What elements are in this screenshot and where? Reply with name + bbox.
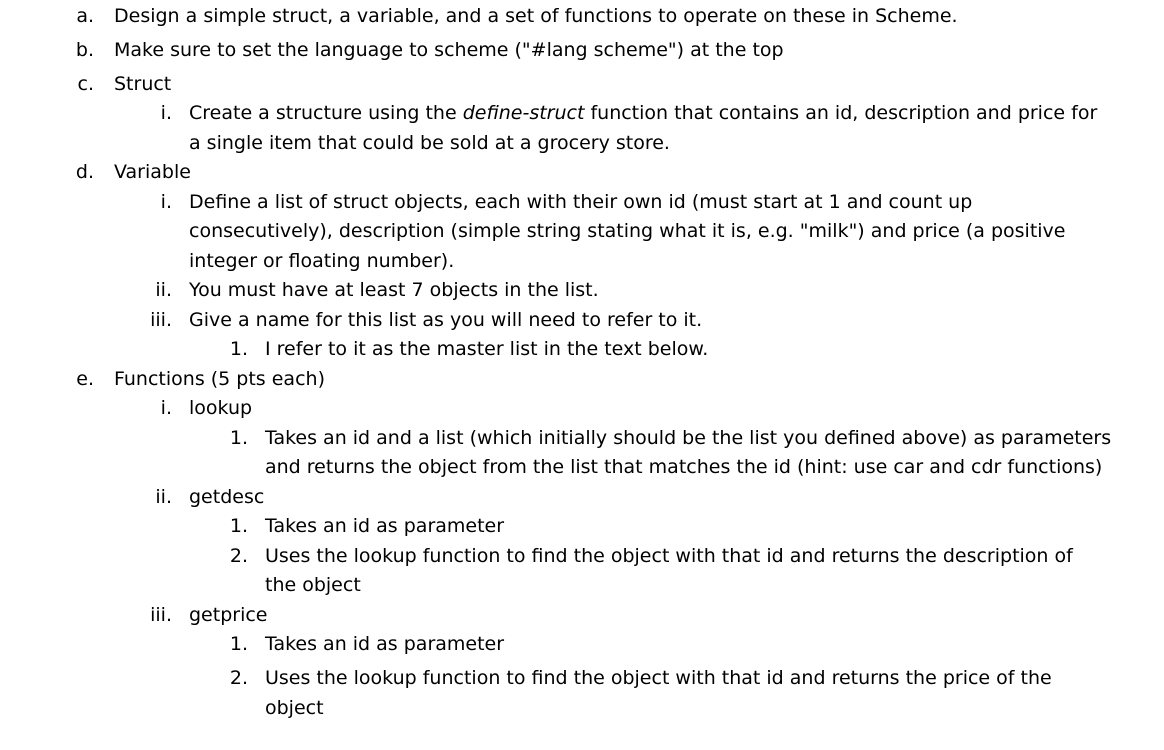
item-e-iii-1-text: Takes an id as parameter — [265, 633, 505, 655]
item-e-ii-1-text: Takes an id as parameter — [265, 515, 505, 537]
item-e-iii-2-line1: Uses the lookup function to find the object with that id and returns the price of the — [265, 667, 1052, 689]
item-e-iii-1-marker: 1. — [229, 633, 248, 655]
item-e-ii-2-line2: the object — [265, 574, 361, 596]
item-d-ii-marker: ii. — [155, 279, 172, 301]
item-e-ii-1-marker: 1. — [229, 515, 248, 537]
item-d-i-line3: integer or floating number). — [189, 250, 455, 272]
item-e-iii-marker: iii. — [150, 604, 172, 626]
item-d-i-marker: i. — [160, 191, 172, 213]
item-d-iii-text: Give a name for this list as you will need to refer to it. — [189, 309, 703, 331]
item-e-ii-2-marker: 2. — [229, 545, 248, 567]
item-c-i-line2: a single item that could be sold at a grocery store. — [189, 132, 670, 154]
item-c-i-line1-em: define-struct — [462, 102, 585, 124]
item-a-text: Design a simple struct, a variable, and a set of functions to operate on these in Scheme. — [114, 5, 958, 27]
item-d-i-line1: Define a list of struct objects, each with their own id (must start at 1 and count up — [189, 191, 973, 213]
item-e-iii-2-marker: 2. — [229, 667, 248, 689]
item-e-ii-2-line1: Uses the lookup function to find the object with that id and returns the description of — [265, 545, 1073, 567]
item-e-ii-marker: ii. — [155, 486, 172, 508]
item-d-iii-1-text: I refer to it as the master list in the text below. — [265, 338, 709, 360]
item-d-iii-1-marker: 1. — [229, 338, 248, 360]
item-e-marker: e. — [76, 368, 94, 390]
item-c-i-line1-pre: Create a structure using the — [189, 102, 463, 124]
item-d-iii-marker: iii. — [150, 309, 172, 331]
item-b-marker: b. — [75, 39, 94, 61]
item-e-i-1-line1: Takes an id and a list (which initially should be the list you defined above) as parameters — [265, 427, 1112, 449]
item-e-iii-title: getprice — [189, 604, 268, 626]
item-c-i-line1-post: function that contains an id, description and price for — [584, 102, 1098, 124]
item-d-i-line2: consecutively), description (simple string stating what it is, e.g. "milk") and price (a positive — [189, 220, 1066, 242]
item-c-i-line1 — [189, 101, 1097, 125]
item-e-i-title: lookup — [189, 397, 253, 419]
item-e-title: Functions (5 pts each) — [114, 368, 325, 390]
item-a-marker: a. — [76, 5, 94, 27]
item-c-title: Struct — [114, 73, 172, 95]
item-d-title: Variable — [114, 161, 191, 183]
item-d-marker: d. — [75, 161, 94, 183]
item-e-i-1-marker: 1. — [229, 427, 248, 449]
item-c-marker: c. — [77, 73, 94, 95]
item-e-iii-2-line2: object — [265, 697, 324, 719]
item-d-ii-text: You must have at least 7 objects in the list. — [189, 279, 599, 301]
item-e-i-1-line2: and returns the object from the list that matches the id (hint: use car and cdr functions) — [265, 456, 1103, 478]
item-c-i-marker: i. — [160, 102, 172, 124]
item-b-text: Make sure to set the language to scheme ("#lang scheme") at the top — [114, 39, 784, 61]
item-e-ii-title: getdesc — [189, 486, 265, 508]
item-e-i-marker: i. — [160, 397, 172, 419]
